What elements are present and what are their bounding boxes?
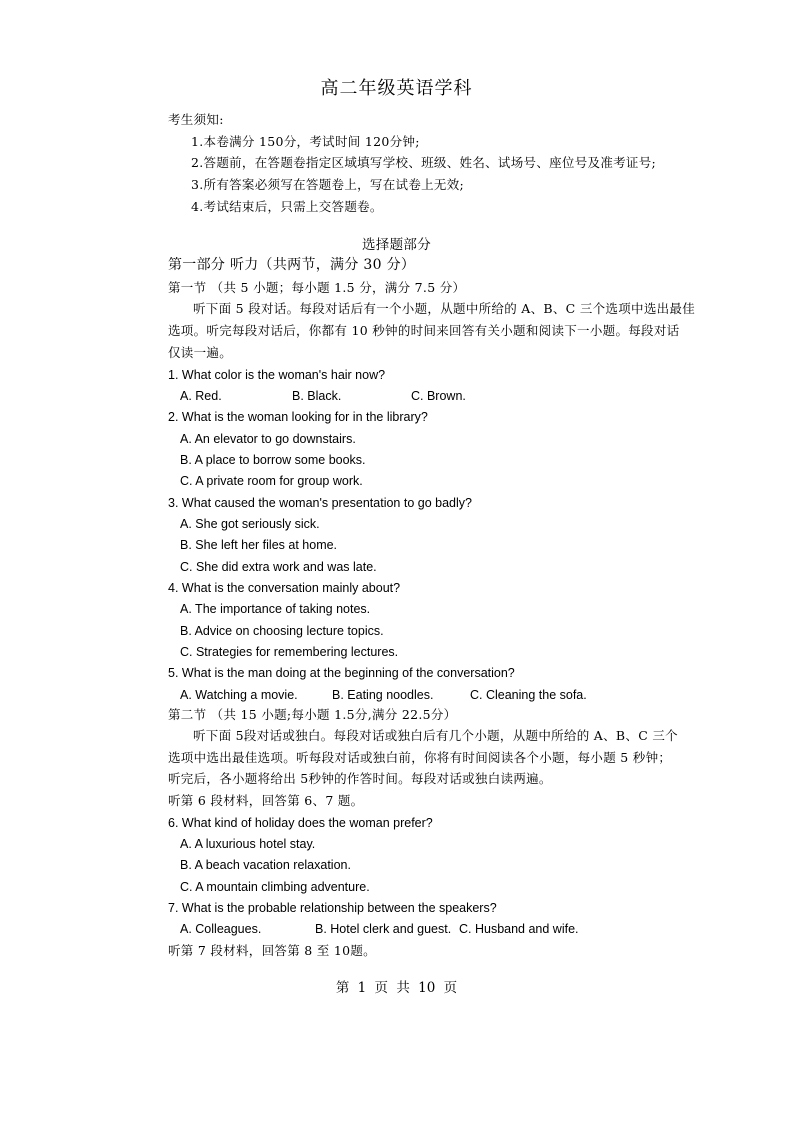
answer-option: A. The importance of taking notes. [180, 602, 371, 616]
answer-option: B. A beach vacation relaxation. [180, 858, 351, 872]
answer-option: C. Husband and wife. [459, 922, 579, 936]
question-stem: 7. What is the probable relationship between the speakers? [168, 901, 497, 915]
question-stem: 2. What is the woman looking for in the library? [168, 410, 428, 424]
question-stem: 3. What caused the woman's presentation to go badly? [168, 496, 472, 510]
question-stem: 5. What is the man doing at the beginning of the conversation? [168, 666, 515, 680]
question-stem: 4. What is the conversation mainly about? [168, 581, 401, 595]
answer-option: B. Black. [292, 389, 342, 403]
answer-option: A. An elevator to go downstairs. [180, 432, 356, 446]
question-stem: 1. What color is the woman's hair now? [168, 368, 386, 382]
section-1-instructions: 听下面 5 段对话。每段对话后有一个小题，从题中所给的 A、B、C 三个选项中选出最佳 [193, 301, 696, 316]
section-1-instructions: 选项。听完每段对话后，你都有 10 秒钟的时间来回答有关小题和阅读下一小题。每段对话 [168, 323, 680, 338]
part-heading: 第一部分 听力（共两节，满分 30 分） [168, 257, 416, 273]
section-2-instructions: 选项中选出最佳选项。听每段对话或独白前，你将有时间阅读各个小题，每小题 5 秒钟； [168, 750, 672, 765]
notice-item: 2.答题前，在答题卷指定区域填写学校、班级、姓名、试场号、座位号及准考证号; [191, 155, 657, 170]
answer-option: B. She left her files at home. [180, 538, 338, 552]
section-2-instructions: 听完后，各小题将给出 5秒钟的作答时间。每段对话或独白读两遍。 [168, 771, 552, 786]
question-stem: 6. What kind of holiday does the woman prefer? [168, 816, 433, 830]
section-heading: 选择题部分 [362, 237, 431, 253]
answer-option: B. A place to borrow some books. [180, 453, 366, 467]
notice-item: 1.本卷满分 150分，考试时间 120分钟; [191, 134, 420, 149]
answer-option: B. Eating noodles. [332, 688, 434, 702]
answer-option: A. A luxurious hotel stay. [180, 837, 316, 851]
page-title: 高二年级英语学科 [320, 78, 473, 99]
section-2-heading: 第二节 （共 15 小题;每小题 1.5分,满分 22.5分） [168, 707, 457, 722]
answer-option: C. Strategies for remembering lectures. [180, 645, 399, 659]
section-1-instructions: 仅读一遍。 [168, 345, 233, 360]
section-2-instructions: 听下面 5段对话或独白。每段对话或独白后有几个小题，从题中所给的 A、B、C 三个 [193, 728, 678, 743]
answer-option: A. She got seriously sick. [180, 517, 320, 531]
answer-option: C. She did extra work and was late. [180, 560, 377, 574]
answer-option: A. Watching a movie. [180, 688, 298, 702]
answer-option: B. Advice on choosing lecture topics. [180, 624, 384, 638]
answer-option: C. Cleaning the sofa. [470, 688, 587, 702]
notice-item: 4.考试结束后，只需上交答题卷。 [191, 199, 383, 214]
answer-option: A. Red. [180, 389, 222, 403]
page-footer: 第 1 页 共 10 页 [335, 980, 458, 996]
material-note: 听第 7 段材料，回答第 8 至 10题。 [168, 943, 376, 958]
answer-option: B. Hotel clerk and guest. [315, 922, 452, 936]
answer-option: C. Brown. [411, 389, 466, 403]
answer-option: C. A private room for group work. [180, 474, 363, 488]
material-note: 听第 6 段材料，回答第 6、7 题。 [168, 793, 364, 808]
answer-option: A. Colleagues. [180, 922, 262, 936]
answer-option: C. A mountain climbing adventure. [180, 880, 370, 894]
notice-item: 3.所有答案必须写在答题卷上，写在试卷上无效; [191, 177, 465, 192]
section-1-heading: 第一节 （共 5 小题；每小题 1.5 分，满分 7.5 分） [168, 280, 466, 295]
notice-heading: 考生须知: [168, 112, 224, 127]
